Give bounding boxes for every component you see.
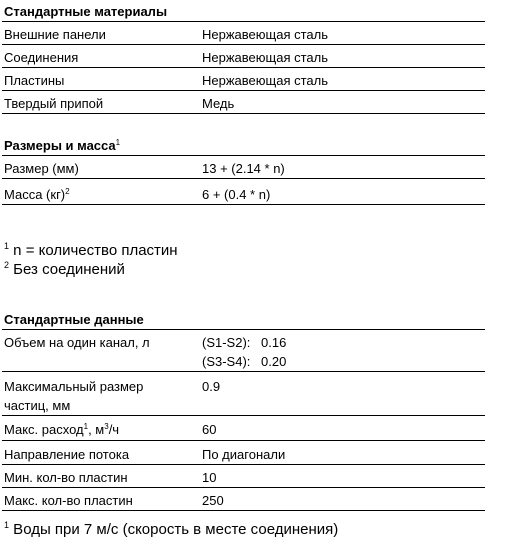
particle-label: частиц, мм <box>4 398 71 413</box>
min-plates-label: Мин. кол-во пластин <box>4 470 128 485</box>
divider <box>2 510 485 511</box>
divider <box>2 67 485 68</box>
divider <box>2 464 485 465</box>
materials-label: Твердый припой <box>4 96 104 111</box>
divider <box>2 440 485 441</box>
flow-label: Макс. расход$^1$, $м^3/ч$ <box>4 422 120 437</box>
note: $^1$ n = количество пластин <box>4 241 178 259</box>
divider <box>2 204 485 205</box>
materials-value: Нержавеющая сталь <box>202 50 328 65</box>
max-plates-label: Макс. кол-во пластин <box>4 493 133 508</box>
divider <box>2 329 485 330</box>
divider <box>2 113 485 114</box>
divider <box>2 415 485 416</box>
materials-value: Нержавеющая сталь <box>202 27 328 42</box>
divider <box>2 155 485 156</box>
particle-label: Максимальный размер <box>4 379 144 394</box>
dimensions-label: Размер (мм) <box>4 161 79 176</box>
volume-key: (S3-S4): <box>202 354 251 369</box>
dimensions-value: 6 + (0.4 * n) <box>202 187 271 202</box>
footnote: $^1$ Воды при 7 м/с (скорость в месте соединения) <box>4 520 339 538</box>
volume-value: 0.20 <box>261 354 287 369</box>
volume-key: (S1-S2): <box>202 335 251 350</box>
min-plates-value: 10 <box>202 470 217 485</box>
materials-title: Стандартные материалы <box>4 4 168 19</box>
volume-value: 0.16 <box>261 335 287 350</box>
note: $^2$ Без соединений <box>4 260 125 278</box>
materials-label: Соединения <box>4 50 79 65</box>
particle-value: 0.9 <box>202 379 221 394</box>
standard-data-title: Стандартные данные <box>4 312 144 327</box>
dimensions-title: Размеры и масса$^1$ <box>4 138 121 153</box>
divider <box>2 487 485 488</box>
divider <box>2 371 485 372</box>
materials-value: Медь <box>202 96 235 111</box>
dimensions-label: Масса (кг)$^2$ <box>4 187 70 202</box>
materials-label: Внешние панели <box>4 27 106 42</box>
divider <box>2 21 485 22</box>
flow-value: 60 <box>202 422 217 437</box>
direction-value: По диагонали <box>202 447 286 462</box>
divider <box>2 90 485 91</box>
materials-value: Нержавеющая сталь <box>202 73 328 88</box>
materials-label: Пластины <box>4 73 65 88</box>
volume-label: Объем на один канал, л <box>4 335 150 350</box>
divider <box>2 44 485 45</box>
max-plates-value: 250 <box>202 493 224 508</box>
divider <box>2 178 485 179</box>
dimensions-value: 13 + (2.14 * n) <box>202 161 285 176</box>
direction-label: Направление потока <box>4 447 130 462</box>
